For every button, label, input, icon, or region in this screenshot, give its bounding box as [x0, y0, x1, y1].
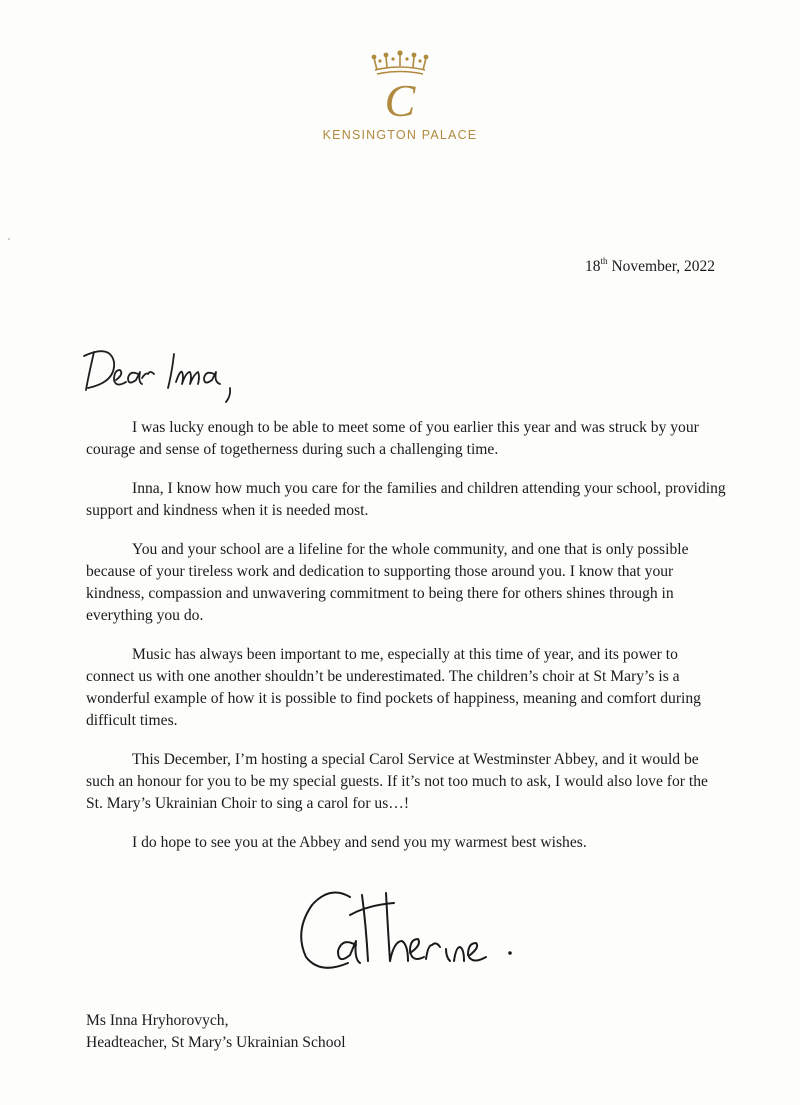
paper-speck [8, 238, 10, 240]
date-suffix: th [600, 256, 608, 266]
paragraph: This December, I’m hosting a special Carol Service at Westminster Abbey, and it would be such an honour for you to be my special guests. If it’s not too much to ask, I would also love for the St. Mary’s Ukrainian Choir to sing a carol for us…! [86, 751, 708, 812]
date-rest: November, 2022 [607, 258, 715, 275]
monogram-letter: C [384, 75, 416, 122]
letter-body [86, 417, 726, 871]
recipient-name: Ms Inna Hryhorovych, [86, 1012, 229, 1029]
paragraph: Inna, I know how much you care for the families and children attending your school, providing support and kindness when it is needed most. [86, 480, 726, 519]
letter-date [585, 258, 715, 276]
crown-monogram-logo [365, 50, 435, 122]
paragraph: I do hope to see you at the Abbey and send you my warmest best wishes. [132, 834, 587, 851]
paragraph: I was lucky enough to be able to meet some of you earlier this year and was struck by your courage and sense of togetherness during such a challenging time. [86, 419, 699, 458]
recipient-block [86, 1010, 346, 1054]
recipient-title: Headteacher, St Mary’s Ukrainian School [86, 1034, 346, 1051]
paragraph: Music has always been important to me, especially at this time of year, and its power to connect us with one another shouldn’t be underestimated. The children’s choir at St Mary’s is a wonderful example of how it is possible to find pockets of happiness, meaning and comfort during difficult times. [86, 646, 701, 729]
paragraph: You and your school are a lifeline for the whole community, and one that is only possible because of your tireless work and dedication to supporting those around you. I know that your kindness, compassion and unwavering commitment to being there for others shines through in everything you do. [86, 541, 689, 624]
letterhead-name: KENSINGTON PALACE [322, 128, 478, 142]
handwritten-salutation [80, 338, 250, 408]
date-day: 18 [585, 258, 601, 275]
handwritten-signature [290, 875, 540, 985]
